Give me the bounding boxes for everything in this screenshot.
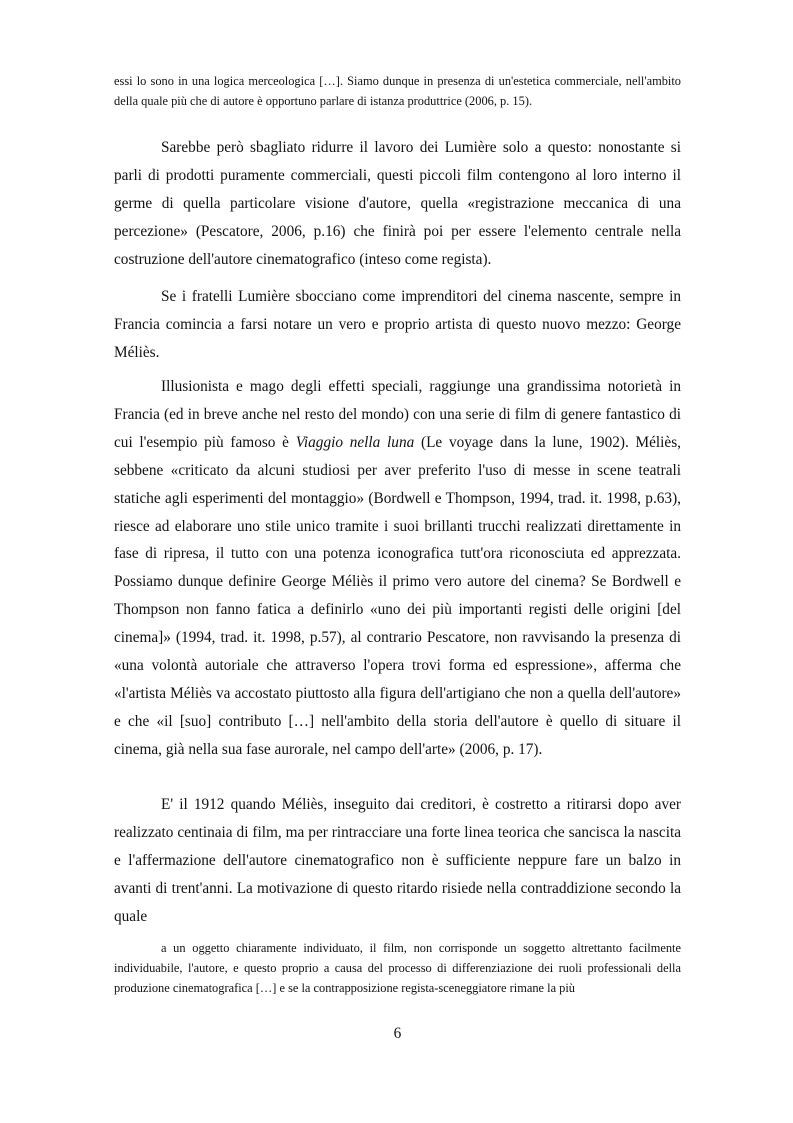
block-quote-bottom: a un oggetto chiaramente individuato, il film, non corrisponde un soggetto altrettanto facilmente individuabile, l'autore, e questo proprio a causa del processo di differenziazione dei ruoli professionali della produzione cinematografica […] e se la contrapposizione regista-sceneggiatore rimane la più	[114, 941, 681, 995]
block-quote-top: essi lo sono in una logica merceologica […]. Siamo dunque in presenza di un'estetica commerciale, nell'ambito della quale più che di autore è opportuno parlare di istanza produttrice (2006, p. 15).	[114, 74, 681, 108]
paragraph-text-segment: (Le voyage dans la lune, 1902). Méliès, sebbene «criticato da alcuni studiosi per aver preferito l'uso di messe in scene teatrali statiche agli esperimenti del montaggio» (Bordwell e Thompson, 1994, trad. it. 1998, p.63), riesce ad elaborare uno stile unico tramite i suoi brillanti trucchi realizzati direttamente in fase di ripresa, il tutto con una potenza iconografica tutt'ora riconosciuta ed apprezzata. Possiamo dunque definire George Méliès il primo vero autore del cinema? Se Bordwell e Thompson non fanno fatica a definirlo «uno dei più importanti registi delle origini [del cinema]» (1994, trad. it. 1998, p.57), al contrario Pescatore, non ravvisando la presenza di «una volontà autoriale che attraverso l'opera trovi forma ed espressione», afferma che «l'artista Méliès va accostato piuttosto alla figura dell'artigiano che non a quella dell'autore» e che «il [suo] contributo […] nell'ambito della storia dell'autore è quello di situare il cinema, già nella sua fase aurorale, nel campo dell'arte» (2006, p. 17).	[114, 433, 681, 758]
document-page	[114, 0, 681, 1123]
page-number: 6	[393, 1025, 402, 1042]
paragraph-text-segment: Illusionista e mago degli effetti speciali, raggiunge una grandissima notorietà in Francia (ed in breve anche nel resto del mondo) con una serie di film di genere fantastico di cui l'esempio più famoso è	[114, 378, 681, 451]
paragraph-melies-intro: Se i fratelli Lumière sbocciano come imprenditori del cinema nascente, sempre in Francia comincia a farsi notare un vero e proprio artista di questo nuovo mezzo: George Méliès.	[114, 288, 681, 361]
paragraph-melies-career	[114, 373, 681, 764]
paragraph-lumiere: Sarebbe però sbagliato ridurre il lavoro dei Lumière solo a questo: nonostante si parli di prodotti puramente commerciali, questi piccoli film contengono al loro interno il germe di quella particolare visione d'autore, quella «registrazione meccanica di una percezione» (Pescatore, 2006, p.16) che finirà poi per essere l'elemento centrale nella costruzione dell'autore cinematografico (inteso come regista).	[114, 139, 681, 268]
paragraph-1912: E' il 1912 quando Méliès, inseguito dai creditori, è costretto a ritirarsi dopo aver realizzato centinaia di film, ma per rintracciare una forte linea teorica che sancisca la nascita e l'affermazione dell'autore cinematografico non è sufficiente neppure fare un balzo in avanti di trent'anni. La motivazione di questo ritardo risiede nella contraddizione secondo la quale	[114, 796, 681, 925]
film-title-italic: Viaggio nella luna	[295, 433, 415, 451]
